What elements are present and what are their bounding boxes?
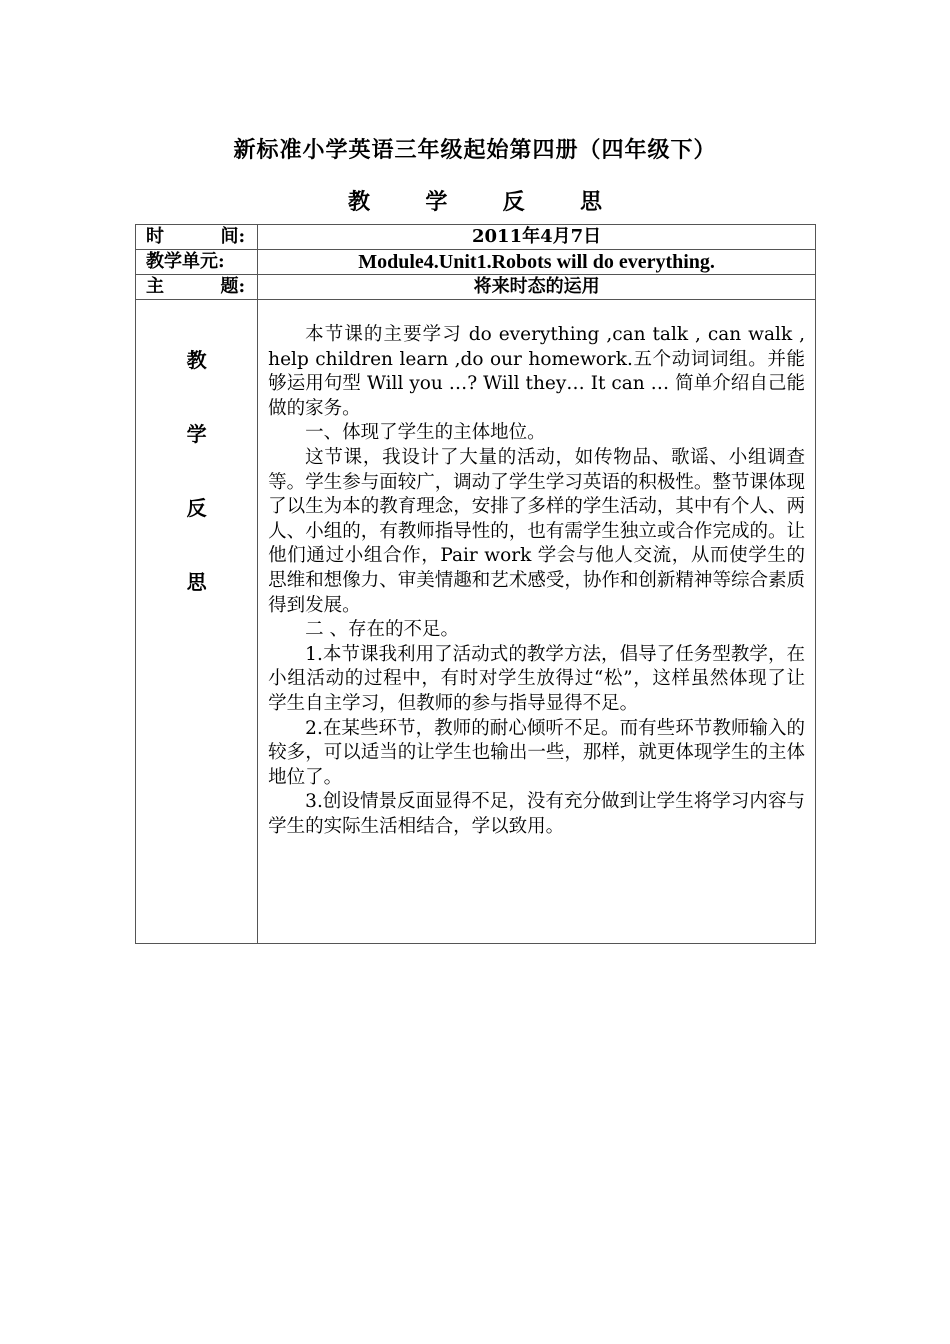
- reflection-label-char: 思: [186, 570, 207, 594]
- reflection-body: [258, 300, 816, 944]
- reflection-label-char: 教: [186, 348, 207, 372]
- reflection-row: [136, 300, 816, 944]
- reflection-label: [136, 300, 258, 944]
- subtitle-char: 反: [502, 188, 525, 215]
- document-subtitle: [348, 183, 602, 217]
- reflection-paragraph: 这节课，我设计了大量的活动，如传物品、歌谣、小组调查等。学生参与面较广，调动了学生学习英语的积极性。整节课体现了以生为本的教育理念，安排了多样的学生活动，其中有个人、两人、小组的，有教师指导性的，也有需学生独立或合作完成的。让他们通过小组合作，Pair work 学会与他人交流，从而使学生的思维和想像力、审美情趣和艺术感受，协作和创新精神等综合素质得到发展。: [268, 446, 805, 616]
- document-title: 新标准小学英语三年级起始第四册（四年级下）: [233, 137, 717, 163]
- time-label-right: 间:: [220, 226, 246, 247]
- time-value: 2011年4月7日: [258, 225, 816, 250]
- topic-row: [136, 275, 816, 300]
- reflection-paragraph: 一、体现了学生的主体地位。: [305, 422, 546, 444]
- subtitle-char: 思: [579, 188, 602, 215]
- unit-label-text: 教学单元:: [146, 251, 225, 272]
- topic-value: 将来时态的运用: [258, 275, 816, 300]
- reflection-paragraph: 本节课的主要学习 do everything ,can talk , can walk , help children learn ,do our homework.五个动词词组。并能够运用句型 Will you …? Will they… It can … 简单介绍自己能做的家务。: [268, 324, 805, 419]
- unit-label: [136, 250, 258, 275]
- reflection-paragraph: 2.在某些环节，教师的耐心倾听不足。而有些环节教师输入的较多，可以适当的让学生也输出一些，那样，就更体现学生的主体地位了。: [268, 717, 805, 788]
- reflection-label-char: 学: [186, 422, 207, 446]
- time-row: [136, 225, 816, 250]
- unit-value: Module4.Unit1.Robots will do everything.: [258, 250, 816, 275]
- topic-label-right: 题:: [220, 276, 246, 297]
- reflection-paragraph: 二 、存在的不足。: [305, 619, 460, 641]
- reflection-paragraph: 1.本节课我利用了活动式的教学方法，倡导了任务型教学，在小组活动的过程中，有时对学生放得过“松”，这样虽然体现了让学生自主学习，但教师的参与指导显得不足。: [268, 643, 805, 714]
- reflection-label-char: 反: [186, 496, 207, 520]
- unit-row: [136, 250, 816, 275]
- topic-label-left: 主: [146, 276, 164, 297]
- subtitle-char: 学: [425, 188, 448, 215]
- time-label: [136, 225, 258, 250]
- reflection-table: [135, 224, 816, 944]
- subtitle-char: 教: [348, 188, 371, 215]
- topic-label: [136, 275, 258, 300]
- time-label-left: 时: [146, 226, 164, 247]
- reflection-paragraph: 3.创设情景反面显得不足，没有充分做到让学生将学习内容与学生的实际生活相结合，学以致用。: [268, 791, 805, 837]
